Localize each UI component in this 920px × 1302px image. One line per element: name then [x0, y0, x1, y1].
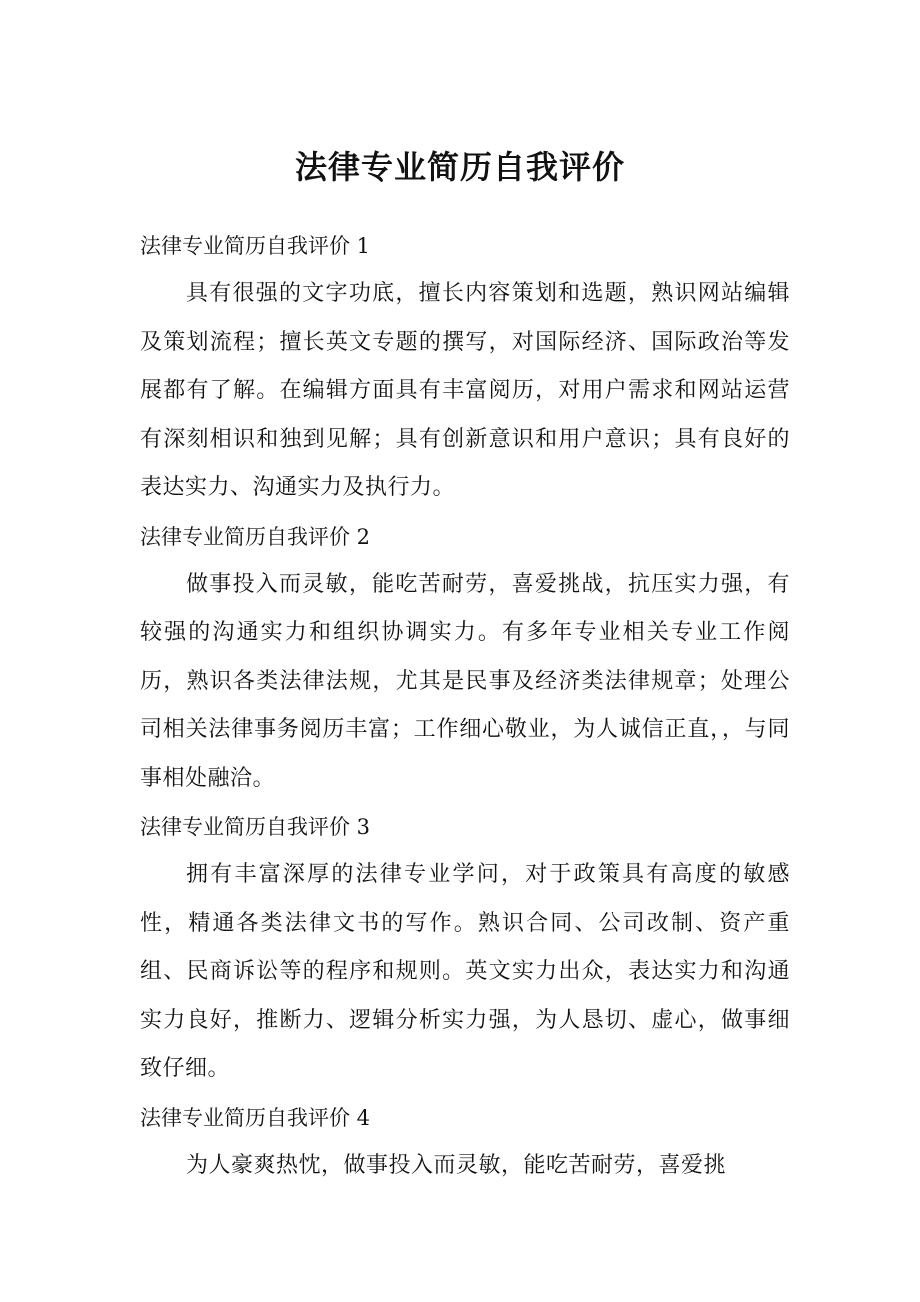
section-1	[140, 222, 790, 513]
section-paragraph: 具有很强的文字功底，擅长内容策划和选题，熟识网站编辑及策划流程；擅长英文专题的撰写，对国际经济、国际政治等发展都有了解。在编辑方面具有丰富阅历，对用户需求和网站运营有深刻相识和独到见解；具有创新意识和用户意识；具有良好的表达实力、沟通实力及执行力。	[140, 281, 790, 500]
section-paragraph: 拥有丰富深厚的法律专业学问，对于政策具有高度的敏感性，精通各类法律文书的写作。熟识合同、公司改制、资产重组、民商诉讼等的程序和规则。英文实力出众，表达实力和沟通实力良好，推断力、逻辑分析实力强，为人恳切、虚心，做事细致仔细。	[140, 862, 790, 1081]
section-heading: 法律专业简历自我评价 1	[140, 234, 371, 258]
document-title: 法律专业简历自我评价	[294, 148, 625, 186]
section-paragraph: 做事投入而灵敏，能吃苦耐劳，喜爱挑战，抗压实力强，有较强的沟通实力和组织协调实力。有多年专业相关专业工作阅历，熟识各类法律法规，尤其是民事及经济类法律规章；处理公司相关法律事务阅历丰富；工作细心敬业，为人诚信正直，，与同事相处融洽。	[140, 571, 790, 791]
section-heading: 法律专业简历自我评价 4	[140, 1105, 371, 1130]
document-body	[140, 222, 790, 1190]
section-4	[140, 1094, 790, 1191]
section-3	[140, 803, 790, 1094]
section-paragraph: 为人豪爽热忱，做事投入而灵敏，能吃苦耐劳，喜爱挑	[186, 1152, 727, 1178]
section-2	[140, 513, 790, 804]
section-heading: 法律专业简历自我评价 3	[140, 815, 371, 839]
section-heading: 法律专业简历自我评价 2	[140, 524, 371, 549]
